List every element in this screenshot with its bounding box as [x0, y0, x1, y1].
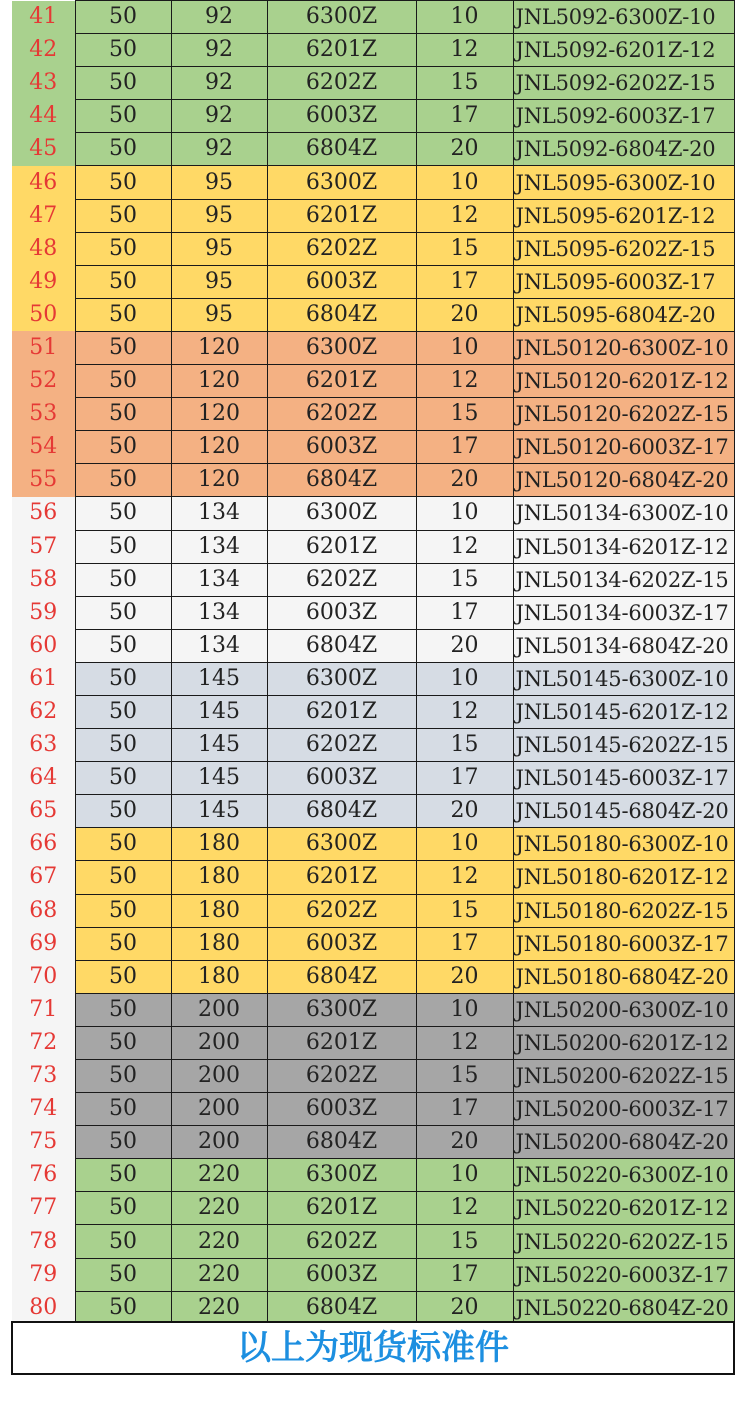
outer-diameter-cell: 145: [171, 762, 267, 795]
inner-diameter-cell: 50: [75, 1225, 171, 1258]
table-row: [12, 629, 734, 662]
part-number-cell: JNL50180-6804Z-20: [513, 960, 734, 993]
table-row: [12, 331, 734, 364]
outer-diameter-cell: 92: [171, 133, 267, 166]
width-cell: 10: [416, 331, 513, 364]
row-number-cell: 79: [12, 1258, 75, 1291]
width-cell: 17: [416, 100, 513, 133]
inner-diameter-cell: 50: [75, 34, 171, 67]
outer-diameter-cell: 120: [171, 398, 267, 431]
row-number-cell: 49: [12, 265, 75, 298]
bearing-model-cell: 6804Z: [267, 1126, 416, 1159]
width-cell: 10: [416, 1, 513, 34]
width-cell: 12: [416, 34, 513, 67]
row-number-cell: 69: [12, 927, 75, 960]
bearing-spec-table: [12, 0, 735, 1325]
part-number-cell: JNL50145-6202Z-15: [513, 729, 734, 762]
row-number-cell: 54: [12, 431, 75, 464]
inner-diameter-cell: 50: [75, 1026, 171, 1059]
inner-diameter-cell: 50: [75, 365, 171, 398]
table-row: [12, 199, 734, 232]
table-row: [12, 1159, 734, 1192]
outer-diameter-cell: 95: [171, 199, 267, 232]
outer-diameter-cell: 95: [171, 298, 267, 331]
outer-diameter-cell: 145: [171, 729, 267, 762]
part-number-cell: JNL5095-6202Z-15: [513, 232, 734, 265]
bearing-model-cell: 6300Z: [267, 166, 416, 199]
table-row: [12, 729, 734, 762]
outer-diameter-cell: 92: [171, 34, 267, 67]
stock-notice-text: 以上为现货标准件: [237, 1328, 509, 1368]
table-row: [12, 927, 734, 960]
part-number-cell: JNL50145-6003Z-17: [513, 762, 734, 795]
width-cell: 12: [416, 530, 513, 563]
row-number-cell: 66: [12, 828, 75, 861]
inner-diameter-cell: 50: [75, 1258, 171, 1291]
inner-diameter-cell: 50: [75, 795, 171, 828]
inner-diameter-cell: 50: [75, 331, 171, 364]
table-row: [12, 67, 734, 100]
part-number-cell: JNL5095-6804Z-20: [513, 298, 734, 331]
table-row: [12, 1, 734, 34]
inner-diameter-cell: 50: [75, 464, 171, 497]
row-number-cell: 59: [12, 596, 75, 629]
part-number-cell: JNL50180-6202Z-15: [513, 894, 734, 927]
table-row: [12, 464, 734, 497]
part-number-cell: JNL50145-6300Z-10: [513, 662, 734, 695]
part-number-cell: JNL50120-6804Z-20: [513, 464, 734, 497]
row-number-cell: 62: [12, 695, 75, 728]
part-number-cell: JNL5092-6202Z-15: [513, 67, 734, 100]
table-row: [12, 596, 734, 629]
outer-diameter-cell: 180: [171, 894, 267, 927]
row-number-cell: 61: [12, 662, 75, 695]
inner-diameter-cell: 50: [75, 762, 171, 795]
bearing-model-cell: 6300Z: [267, 993, 416, 1026]
width-cell: 20: [416, 795, 513, 828]
table-row: [12, 398, 734, 431]
bearing-model-cell: 6804Z: [267, 795, 416, 828]
row-number-cell: 42: [12, 34, 75, 67]
outer-diameter-cell: 120: [171, 431, 267, 464]
outer-diameter-cell: 220: [171, 1291, 267, 1324]
row-number-cell: 71: [12, 993, 75, 1026]
part-number-cell: JNL5095-6300Z-10: [513, 166, 734, 199]
inner-diameter-cell: 50: [75, 530, 171, 563]
bearing-model-cell: 6003Z: [267, 596, 416, 629]
bearing-model-cell: 6201Z: [267, 365, 416, 398]
part-number-cell: JNL5092-6003Z-17: [513, 100, 734, 133]
bearing-model-cell: 6300Z: [267, 331, 416, 364]
table-row: [12, 298, 734, 331]
row-number-cell: 46: [12, 166, 75, 199]
row-number-cell: 44: [12, 100, 75, 133]
outer-diameter-cell: 200: [171, 1060, 267, 1093]
bearing-model-cell: 6300Z: [267, 1159, 416, 1192]
inner-diameter-cell: 50: [75, 497, 171, 530]
inner-diameter-cell: 50: [75, 828, 171, 861]
inner-diameter-cell: 50: [75, 133, 171, 166]
outer-diameter-cell: 145: [171, 662, 267, 695]
part-number-cell: JNL5092-6201Z-12: [513, 34, 734, 67]
table-row: [12, 497, 734, 530]
outer-diameter-cell: 200: [171, 1093, 267, 1126]
width-cell: 10: [416, 166, 513, 199]
row-number-cell: 57: [12, 530, 75, 563]
inner-diameter-cell: 50: [75, 1, 171, 34]
table-row: [12, 861, 734, 894]
outer-diameter-cell: 220: [171, 1159, 267, 1192]
table-row: [12, 166, 734, 199]
part-number-cell: JNL50134-6003Z-17: [513, 596, 734, 629]
bearing-model-cell: 6804Z: [267, 133, 416, 166]
table-row: [12, 365, 734, 398]
table-row: [12, 762, 734, 795]
table-row: [12, 232, 734, 265]
bearing-model-cell: 6202Z: [267, 232, 416, 265]
table-row: [12, 265, 734, 298]
outer-diameter-cell: 92: [171, 100, 267, 133]
part-number-cell: JNL50200-6300Z-10: [513, 993, 734, 1026]
outer-diameter-cell: 92: [171, 67, 267, 100]
width-cell: 15: [416, 1060, 513, 1093]
outer-diameter-cell: 180: [171, 828, 267, 861]
table-row: [12, 34, 734, 67]
bearing-model-cell: 6202Z: [267, 398, 416, 431]
bearing-model-cell: 6804Z: [267, 464, 416, 497]
outer-diameter-cell: 120: [171, 464, 267, 497]
row-number-cell: 78: [12, 1225, 75, 1258]
bearing-model-cell: 6201Z: [267, 34, 416, 67]
bearing-model-cell: 6202Z: [267, 1060, 416, 1093]
table-row: [12, 1291, 734, 1324]
bearing-model-cell: 6201Z: [267, 695, 416, 728]
inner-diameter-cell: 50: [75, 695, 171, 728]
part-number-cell: JNL50220-6003Z-17: [513, 1258, 734, 1291]
row-number-cell: 41: [12, 1, 75, 34]
table-row: [12, 1060, 734, 1093]
bearing-model-cell: 6003Z: [267, 1093, 416, 1126]
inner-diameter-cell: 50: [75, 1126, 171, 1159]
bearing-model-cell: 6300Z: [267, 1, 416, 34]
bearing-model-cell: 6202Z: [267, 67, 416, 100]
width-cell: 15: [416, 563, 513, 596]
bearing-model-cell: 6201Z: [267, 1026, 416, 1059]
row-number-cell: 45: [12, 133, 75, 166]
outer-diameter-cell: 220: [171, 1225, 267, 1258]
outer-diameter-cell: 95: [171, 232, 267, 265]
row-number-cell: 63: [12, 729, 75, 762]
bearing-model-cell: 6201Z: [267, 861, 416, 894]
width-cell: 10: [416, 993, 513, 1026]
width-cell: 17: [416, 1258, 513, 1291]
inner-diameter-cell: 50: [75, 894, 171, 927]
width-cell: 20: [416, 960, 513, 993]
row-number-cell: 75: [12, 1126, 75, 1159]
part-number-cell: JNL5092-6300Z-10: [513, 1, 734, 34]
outer-diameter-cell: 134: [171, 629, 267, 662]
width-cell: 17: [416, 1093, 513, 1126]
bearing-model-cell: 6003Z: [267, 1258, 416, 1291]
width-cell: 17: [416, 431, 513, 464]
row-number-cell: 53: [12, 398, 75, 431]
bearing-model-cell: 6201Z: [267, 530, 416, 563]
width-cell: 20: [416, 629, 513, 662]
table-row: [12, 1192, 734, 1225]
inner-diameter-cell: 50: [75, 596, 171, 629]
part-number-cell: JNL50220-6202Z-15: [513, 1225, 734, 1258]
row-number-cell: 48: [12, 232, 75, 265]
part-number-cell: JNL50134-6300Z-10: [513, 497, 734, 530]
inner-diameter-cell: 50: [75, 1159, 171, 1192]
row-number-cell: 70: [12, 960, 75, 993]
outer-diameter-cell: 220: [171, 1258, 267, 1291]
inner-diameter-cell: 50: [75, 298, 171, 331]
width-cell: 20: [416, 1291, 513, 1324]
bearing-model-cell: 6804Z: [267, 629, 416, 662]
part-number-cell: JNL50145-6201Z-12: [513, 695, 734, 728]
row-number-cell: 80: [12, 1291, 75, 1324]
width-cell: 15: [416, 894, 513, 927]
table-row: [12, 133, 734, 166]
width-cell: 15: [416, 1225, 513, 1258]
inner-diameter-cell: 50: [75, 166, 171, 199]
bearing-model-cell: 6202Z: [267, 563, 416, 596]
inner-diameter-cell: 50: [75, 729, 171, 762]
part-number-cell: JNL50145-6804Z-20: [513, 795, 734, 828]
table-row: [12, 795, 734, 828]
part-number-cell: JNL50180-6201Z-12: [513, 861, 734, 894]
row-number-cell: 50: [12, 298, 75, 331]
row-number-cell: 73: [12, 1060, 75, 1093]
inner-diameter-cell: 50: [75, 199, 171, 232]
bearing-model-cell: 6804Z: [267, 298, 416, 331]
width-cell: 12: [416, 199, 513, 232]
part-number-cell: JNL50200-6804Z-20: [513, 1126, 734, 1159]
bearing-model-cell: 6201Z: [267, 1192, 416, 1225]
inner-diameter-cell: 50: [75, 1093, 171, 1126]
part-number-cell: JNL50220-6300Z-10: [513, 1159, 734, 1192]
outer-diameter-cell: 134: [171, 563, 267, 596]
row-number-cell: 51: [12, 331, 75, 364]
width-cell: 12: [416, 1026, 513, 1059]
part-number-cell: JNL50220-6201Z-12: [513, 1192, 734, 1225]
part-number-cell: JNL50134-6804Z-20: [513, 629, 734, 662]
outer-diameter-cell: 180: [171, 861, 267, 894]
width-cell: 12: [416, 1192, 513, 1225]
inner-diameter-cell: 50: [75, 431, 171, 464]
row-number-cell: 76: [12, 1159, 75, 1192]
outer-diameter-cell: 92: [171, 1, 267, 34]
bearing-model-cell: 6003Z: [267, 762, 416, 795]
width-cell: 12: [416, 861, 513, 894]
part-number-cell: JNL50200-6202Z-15: [513, 1060, 734, 1093]
part-number-cell: JNL50220-6804Z-20: [513, 1291, 734, 1324]
inner-diameter-cell: 50: [75, 100, 171, 133]
row-number-cell: 72: [12, 1026, 75, 1059]
outer-diameter-cell: 134: [171, 530, 267, 563]
width-cell: 20: [416, 298, 513, 331]
outer-diameter-cell: 134: [171, 497, 267, 530]
inner-diameter-cell: 50: [75, 1192, 171, 1225]
inner-diameter-cell: 50: [75, 265, 171, 298]
row-number-cell: 64: [12, 762, 75, 795]
row-number-cell: 67: [12, 861, 75, 894]
part-number-cell: JNL50200-6201Z-12: [513, 1026, 734, 1059]
inner-diameter-cell: 50: [75, 563, 171, 596]
bearing-model-cell: 6804Z: [267, 1291, 416, 1324]
table-row: [12, 1026, 734, 1059]
table-row: [12, 828, 734, 861]
bearing-model-cell: 6300Z: [267, 662, 416, 695]
width-cell: 10: [416, 828, 513, 861]
outer-diameter-cell: 200: [171, 1026, 267, 1059]
row-number-cell: 56: [12, 497, 75, 530]
row-number-cell: 60: [12, 629, 75, 662]
width-cell: 20: [416, 1126, 513, 1159]
part-number-cell: JNL50120-6201Z-12: [513, 365, 734, 398]
width-cell: 20: [416, 133, 513, 166]
width-cell: 20: [416, 464, 513, 497]
stock-notice-banner: [11, 1321, 735, 1375]
row-number-cell: 77: [12, 1192, 75, 1225]
outer-diameter-cell: 200: [171, 993, 267, 1026]
table-row: [12, 662, 734, 695]
row-number-cell: 74: [12, 1093, 75, 1126]
table-row: [12, 960, 734, 993]
part-number-cell: JNL5095-6201Z-12: [513, 199, 734, 232]
width-cell: 10: [416, 1159, 513, 1192]
outer-diameter-cell: 95: [171, 166, 267, 199]
table-row: [12, 1126, 734, 1159]
width-cell: 17: [416, 265, 513, 298]
inner-diameter-cell: 50: [75, 629, 171, 662]
bearing-model-cell: 6003Z: [267, 431, 416, 464]
table-row: [12, 993, 734, 1026]
row-number-cell: 43: [12, 67, 75, 100]
row-number-cell: 52: [12, 365, 75, 398]
part-number-cell: JNL50120-6003Z-17: [513, 431, 734, 464]
width-cell: 12: [416, 365, 513, 398]
part-number-cell: JNL50180-6003Z-17: [513, 927, 734, 960]
outer-diameter-cell: 220: [171, 1192, 267, 1225]
inner-diameter-cell: 50: [75, 960, 171, 993]
width-cell: 15: [416, 67, 513, 100]
bearing-model-cell: 6003Z: [267, 100, 416, 133]
width-cell: 15: [416, 232, 513, 265]
part-number-cell: JNL50200-6003Z-17: [513, 1093, 734, 1126]
outer-diameter-cell: 145: [171, 795, 267, 828]
part-number-cell: JNL50180-6300Z-10: [513, 828, 734, 861]
bearing-model-cell: 6003Z: [267, 265, 416, 298]
table-row: [12, 1225, 734, 1258]
part-number-cell: JNL50134-6201Z-12: [513, 530, 734, 563]
inner-diameter-cell: 50: [75, 993, 171, 1026]
row-number-cell: 47: [12, 199, 75, 232]
bearing-model-cell: 6300Z: [267, 497, 416, 530]
inner-diameter-cell: 50: [75, 1291, 171, 1324]
inner-diameter-cell: 50: [75, 662, 171, 695]
part-number-cell: JNL50120-6202Z-15: [513, 398, 734, 431]
part-number-cell: JNL50134-6202Z-15: [513, 563, 734, 596]
outer-diameter-cell: 200: [171, 1126, 267, 1159]
table-row: [12, 894, 734, 927]
row-number-cell: 55: [12, 464, 75, 497]
outer-diameter-cell: 145: [171, 695, 267, 728]
row-number-cell: 68: [12, 894, 75, 927]
table-row: [12, 1258, 734, 1291]
part-number-cell: JNL50120-6300Z-10: [513, 331, 734, 364]
bearing-model-cell: 6201Z: [267, 199, 416, 232]
inner-diameter-cell: 50: [75, 232, 171, 265]
outer-diameter-cell: 180: [171, 927, 267, 960]
part-number-cell: JNL5095-6003Z-17: [513, 265, 734, 298]
table-row: [12, 1093, 734, 1126]
width-cell: 15: [416, 729, 513, 762]
width-cell: 10: [416, 497, 513, 530]
inner-diameter-cell: 50: [75, 67, 171, 100]
part-number-cell: JNL5092-6804Z-20: [513, 133, 734, 166]
outer-diameter-cell: 134: [171, 596, 267, 629]
row-number-cell: 58: [12, 563, 75, 596]
inner-diameter-cell: 50: [75, 1060, 171, 1093]
outer-diameter-cell: 95: [171, 265, 267, 298]
inner-diameter-cell: 50: [75, 398, 171, 431]
table-body: [12, 1, 734, 1325]
table-row: [12, 100, 734, 133]
width-cell: 12: [416, 695, 513, 728]
bearing-model-cell: 6202Z: [267, 894, 416, 927]
width-cell: 15: [416, 398, 513, 431]
outer-diameter-cell: 120: [171, 331, 267, 364]
outer-diameter-cell: 120: [171, 365, 267, 398]
inner-diameter-cell: 50: [75, 861, 171, 894]
table-row: [12, 431, 734, 464]
table-row: [12, 563, 734, 596]
bearing-model-cell: 6202Z: [267, 1225, 416, 1258]
table-row: [12, 695, 734, 728]
table-row: [12, 530, 734, 563]
width-cell: 17: [416, 596, 513, 629]
bearing-model-cell: 6804Z: [267, 960, 416, 993]
bearing-model-cell: 6300Z: [267, 828, 416, 861]
bearing-model-cell: 6003Z: [267, 927, 416, 960]
width-cell: 10: [416, 662, 513, 695]
width-cell: 17: [416, 762, 513, 795]
width-cell: 17: [416, 927, 513, 960]
outer-diameter-cell: 180: [171, 960, 267, 993]
inner-diameter-cell: 50: [75, 927, 171, 960]
bearing-model-cell: 6202Z: [267, 729, 416, 762]
row-number-cell: 65: [12, 795, 75, 828]
